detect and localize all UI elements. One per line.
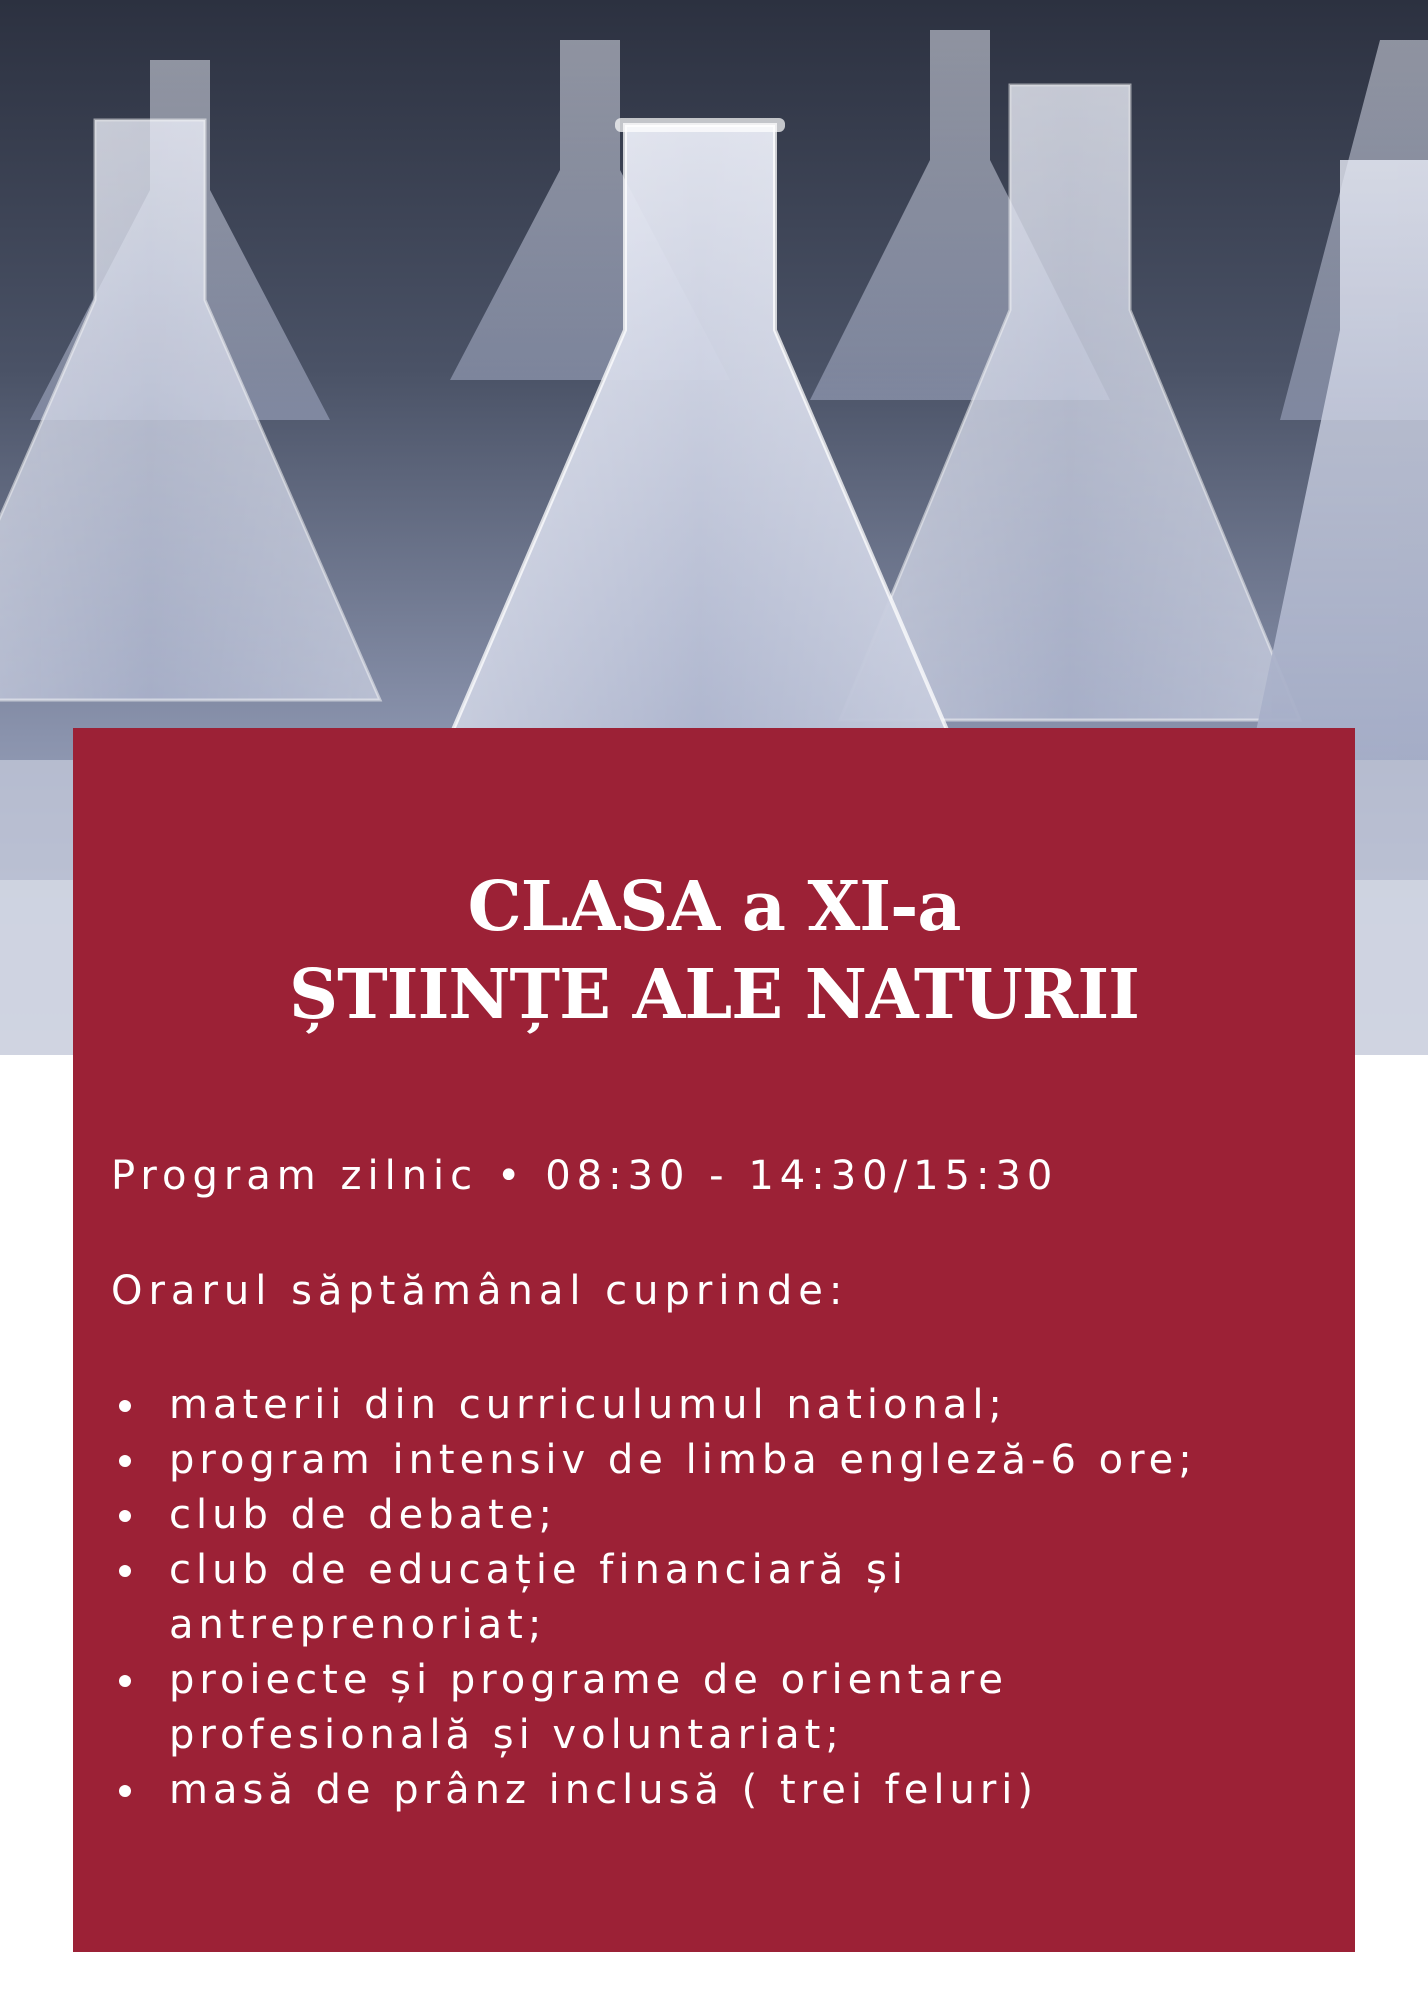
bullet-icon — [119, 1510, 131, 1522]
list-item-text-continued: profesională și voluntariat; — [169, 1712, 844, 1758]
list-item-text: club de educație financiară și — [169, 1547, 908, 1593]
list-item — [111, 1763, 1319, 1818]
bullet-icon — [119, 1455, 131, 1467]
bullet-icon — [119, 1400, 131, 1412]
list-item — [111, 1543, 1319, 1653]
page-title — [73, 863, 1355, 1039]
list-item-text: club de debate; — [169, 1492, 557, 1538]
list-item-text: program intensiv de limba engleză-6 ore; — [169, 1437, 1197, 1483]
list-item-text: masă de prânz inclusă ( trei feluri) — [169, 1767, 1038, 1813]
bullet-icon — [119, 1565, 131, 1577]
list-item — [111, 1488, 1319, 1543]
weekly-heading: Orarul săptămânal cuprinde: — [111, 1268, 849, 1314]
title-profile: ȘTIINȚE ALE NATURII — [289, 955, 1139, 1035]
bullet-icon — [119, 1785, 131, 1797]
list-item — [111, 1433, 1319, 1488]
info-card — [73, 728, 1355, 1952]
title-class: CLASA a XI-a — [467, 867, 961, 947]
list-item-text: materii din curriculumul national; — [169, 1382, 1007, 1428]
list-item — [111, 1378, 1319, 1433]
bullet-icon — [119, 1675, 131, 1687]
daily-schedule: Program zilnic • 08:30 - 14:30/15:30 — [111, 1153, 1059, 1199]
list-item — [111, 1653, 1319, 1763]
list-item-text-continued: antreprenoriat; — [169, 1602, 547, 1648]
curriculum-list — [111, 1378, 1319, 1818]
list-item-text: proiecte și programe de orientare — [169, 1657, 1008, 1703]
